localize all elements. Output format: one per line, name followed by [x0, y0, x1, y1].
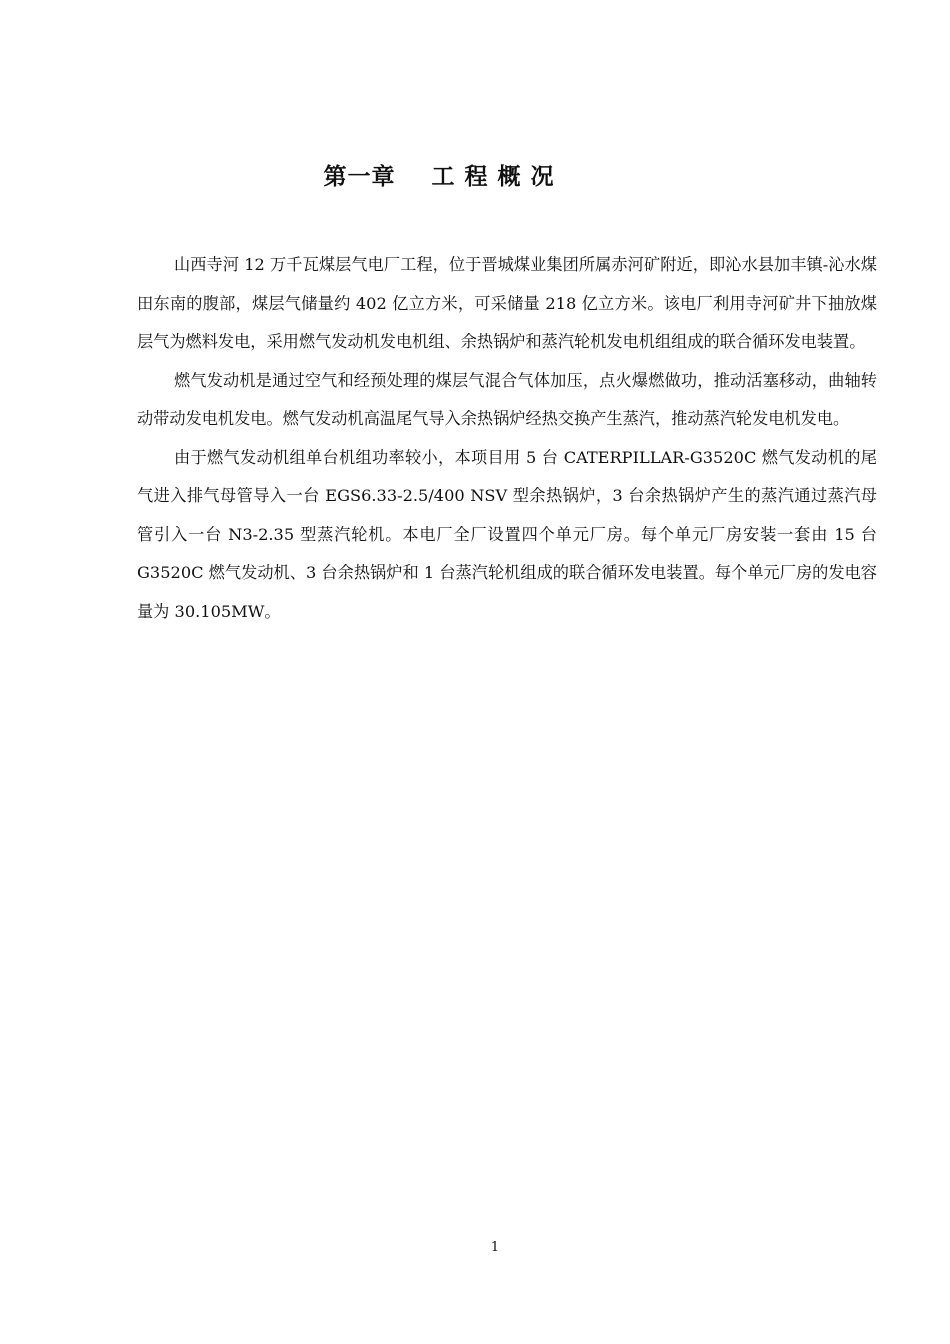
chapter-title: 第一章 工 程 概 况 [323, 164, 555, 190]
body-text [137, 246, 877, 631]
page-number: 1 [490, 1240, 500, 1255]
paragraph-plant-configuration: 由于燃气发动机组单台机组功率较小，本项目用 5 台 CATERPILLAR-G3520C 燃气发动机的尾气进入排气母管导入一台 EGS6.33-2.5/400 NSV 型余热锅炉，3 台余热锅炉产生的蒸汽通过蒸汽母管引入一台 N3-2.35 型蒸汽轮机。本电厂全厂设置四个单元厂房。每个单元厂房安装一套由 15 台 G3520C 燃气发动机、3 台余热锅炉和 1 台蒸汽轮机组成的联合循环发电装置。每个单元厂房的发电容量为 30.105MW。 [137, 447, 877, 621]
paragraph-location: 山西寺河 12 万千瓦煤层气电厂工程，位于晋城煤业集团所属赤河矿附近，即沁水县加丰镇-沁水煤田东南的腹部，煤层气储量约 402 亿立方米，可采储量 218 亿立方米。该电厂利用寺河矿井下抽放煤层气为燃料发电，采用燃气发动机发电机组、余热锅炉和蒸汽轮机发电机组组成的联合循环发电装置。 [137, 255, 877, 351]
paragraph-engine-principle: 燃气发动机是通过空气和经预处理的煤层气混合气体加压，点火爆燃做功，推动活塞移动，曲轴转动带动发电机发电。燃气发动机高温尾气导入余热锅炉经热交换产生蒸汽，推动蒸汽轮发电机发电。 [137, 370, 877, 428]
